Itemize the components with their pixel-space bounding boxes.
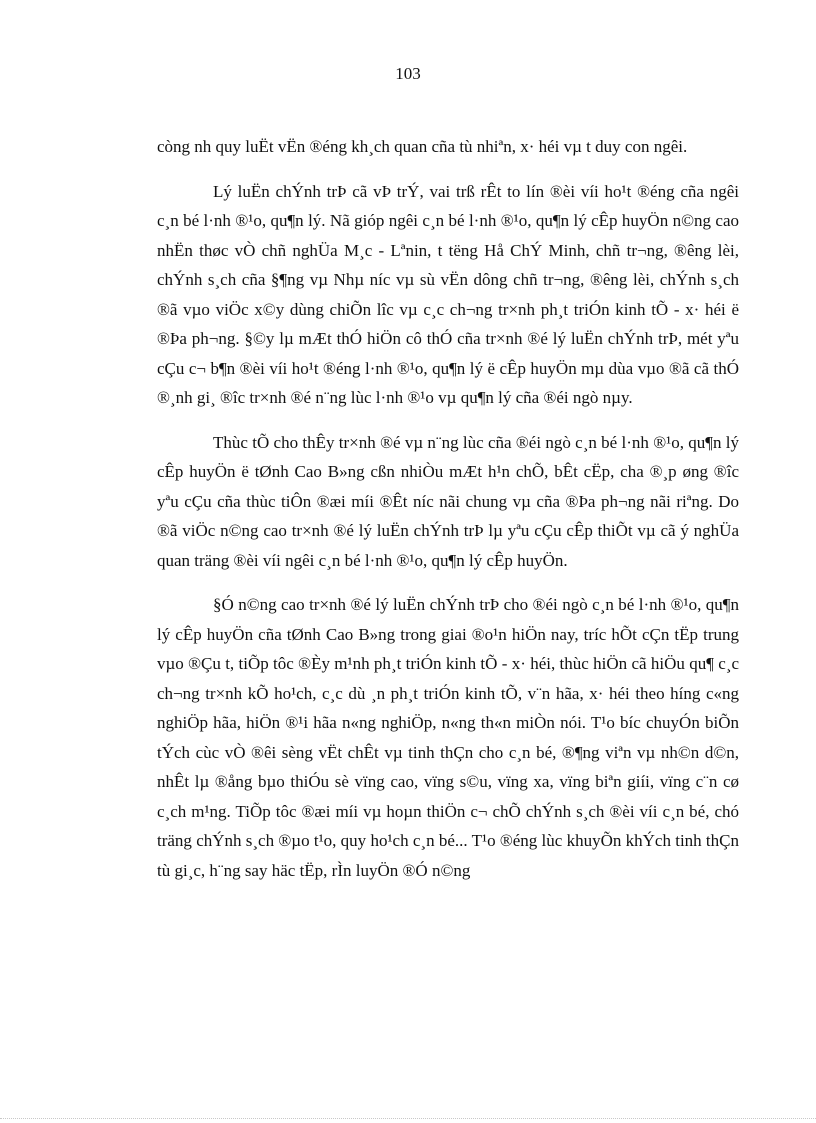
paragraph: §Ó n©ng cao tr×nh ®é lý luËn chÝnh trÞ cho ®éi ngò c¸n bé l·nh ®¹o, qu¶n lý cÊp huyÖn cña tØnh Cao B»ng trong giai ®o¹n hiÖn nay, tríc hÕt cÇn tËp trung vµo ®Çu t, tiÕp tôc ®Èy m¹nh ph¸t triÓn kinh tÕ - x· héi, thùc hiÖn cã hiÖu qu¶ c¸c ch¬ng tr×nh kÕ ho¹ch, c¸c dù ¸n ph¸t triÓn kinh tÕ, v¨n hãa, x· héi theo híng c«ng nghiÖp hãa, hiÖn ®¹i hãa n«ng nghiÖp, n«ng th«n miÒn nói. T¹o bíc chuyÓn biÕn tÝch cùc vÒ ®êi sèng vËt chÊt vµ tinh thÇn cho c¸n bé, ®¶ng viªn vµ nh©n d©n, nhÊt lµ ®ång bµo thiÓu sè vïng cao, vïng s©u, vïng xa, vïng biªn giíi, vïng c¨n cø c¸ch m¹ng. TiÕp tôc ®æi míi vµ hoµn thiÖn c¬ chÕ chÝnh s¸ch ®èi víi c¸n bé, chó träng chÝnh s¸ch ®µo t¹o, quy ho¹ch c¸n bé... T¹o ®éng lùc khuyÕn khÝch tinh thÇn tù gi¸c, h¨ng say häc tËp, rÌn luyÖn ®Ó n©ng xyxy=(157,595,739,880)
paragraph: Lý luËn chÝnh trÞ cã vÞ trÝ, vai trß rÊt to lín ®èi víi ho¹t ®éng cña ngêi c¸n bé l·nh ®¹o, qu¶n lý. Nã gióp ngêi c¸n bé l·nh ®¹o, qu¶n lý cÊp huyÖn n©ng cao nhËn thøc vÒ chñ nghÜa M¸c - Lªnin, t tëng Hå ChÝ Minh, chñ tr¬ng, ®êng lèi, chÝnh s¸ch cña §¶ng vµ Nhµ níc vµ sù vËn dông chñ tr¬ng, ®êng lèi, chÝnh s¸ch ®ã vµo viÖc x©y dùng chiÕn lîc vµ c¸c ch¬ng tr×nh ph¸t triÓn kinh tÕ - x· héi ë ®Þa ph¬ng. §©y lµ mÆt thÓ hiÖn cô thÓ cña tr×nh ®é lý luËn chÝnh trÞ, mét yªu cÇu c¬ b¶n ®èi víi ho¹t ®éng l·nh ®¹o, qu¶n lý ë cÊp huyÖn mµ dùa vµo ®ã cã thÓ ®¸nh gi¸ ®îc tr×nh ®é n¨ng lùc l·nh ®¹o vµ qu¶n lý cña ®éi ngò nµy. xyxy=(157,181,739,407)
body-text xyxy=(157,132,739,900)
page-bottom-divider xyxy=(0,1118,816,1119)
paragraph: còng nh quy luËt vËn ®éng kh¸ch quan cña tù nhiªn, x· héi vµ t duy con ngêi. xyxy=(157,137,688,156)
paragraph: Thùc tÕ cho thÊy tr×nh ®é vµ n¨ng lùc cña ®éi ngò c¸n bé l·nh ®¹o, qu¶n lý cÊp huyÖn ë tØnh Cao B»ng cßn nhiÒu mÆt h¹n chÕ, bÊt cËp, cha ®¸p øng ®îc yªu cÇu cña thùc tiÔn ®æi míi ®Êt níc nãi chung vµ cña ®Þa ph¬ng nãi riªng. Do ®ã viÖc n©ng cao tr×nh ®é lý luËn chÝnh trÞ lµ yªu cÇu cÊp thiÕt vµ cã ý nghÜa quan träng ®èi víi ngêi c¸n bé l·nh ®¹o, qu¶n lý cÊp huyÖn. xyxy=(157,432,739,570)
page-number: 103 xyxy=(395,64,421,83)
